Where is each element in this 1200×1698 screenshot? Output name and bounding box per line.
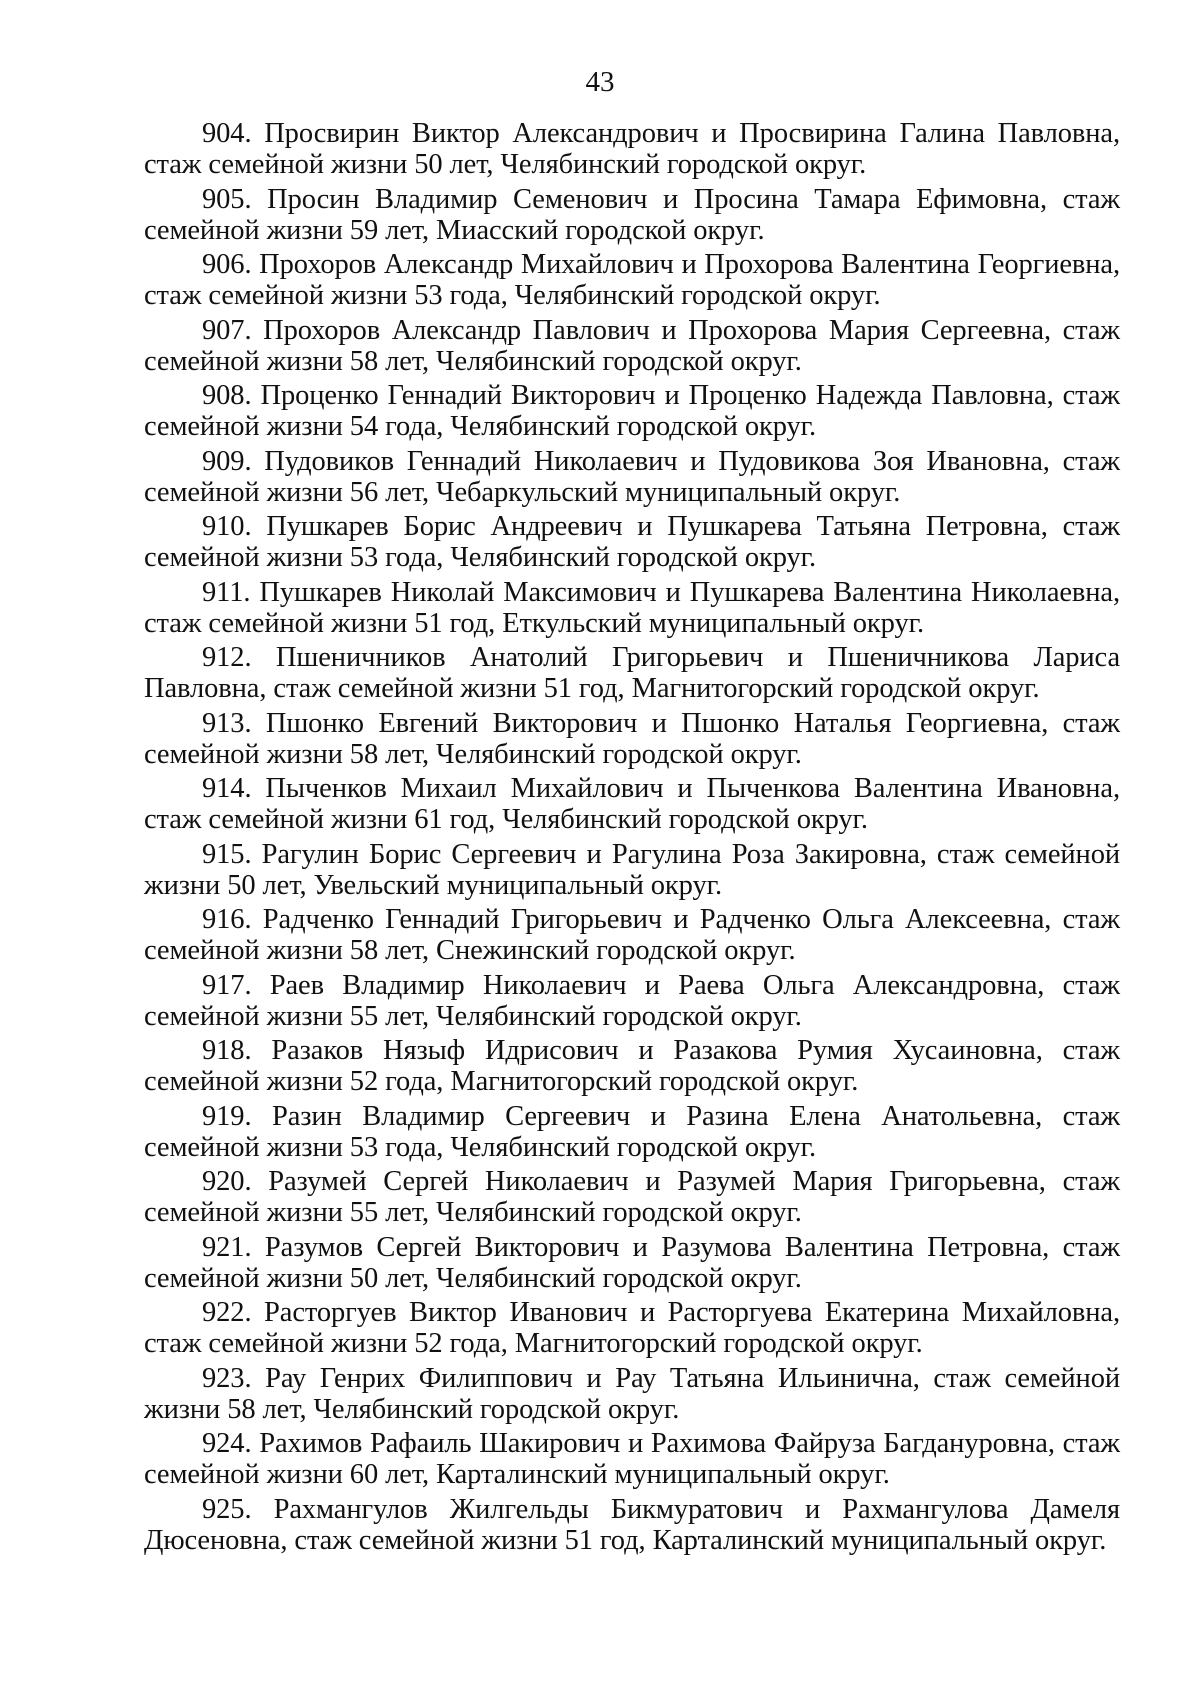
list-entry-912: 912. Пшеничников Анатолий Григорьевич и Пшеничникова Лариса Павловна, стаж семейной жизни 51 год, Магнитогорский городской округ. xyxy=(144,642,1120,704)
page-number: 43 xyxy=(585,66,615,98)
list-entry-919: 919. Разин Владимир Сергеевич и Разина Елена Анатольевна, стаж семейной жизни 53 года, Челябинский городской округ. xyxy=(144,1100,1120,1163)
list-entry-911: 911. Пушкарев Николай Максимович и Пушкарева Валентина Николаевна, стаж семейной жизни 51 год, Еткульский муниципальный округ. xyxy=(144,576,1120,639)
list-entry-917: 917. Раев Владимир Николаевич и Раева Ольга Александровна, стаж семейной жизни 55 лет, Челябинский городской округ. xyxy=(144,969,1120,1032)
list-entry-916: 916. Радченко Геннадий Григорьевич и Радченко Ольга Алексеевна, стаж семейной жизни 58 лет, Снежинский городской округ. xyxy=(144,904,1120,966)
list-entry-925: 925. Рахмангулов Жилгельды Бикмуратович и Рахмангулова Дамеля Дюсеновна, стаж семейной жизни 51 год, Карталинский муниципальный округ. xyxy=(144,1493,1120,1556)
list-entry-913: 913. Пшонко Евгений Викторович и Пшонко Наталья Георгиевна, стаж семейной жизни 58 лет, Челябинский городской округ. xyxy=(144,707,1120,770)
list-entry-910: 910. Пушкарев Борис Андреевич и Пушкарева Татьяна Петровна, стаж семейной жизни 53 года, Челябинский городской округ. xyxy=(144,511,1120,573)
award-list xyxy=(144,118,1120,1559)
list-entry-918: 918. Разаков Нязыф Идрисович и Разакова Румия Хусаиновна, стаж семейной жизни 52 года, Магнитогорский городской округ. xyxy=(144,1035,1120,1097)
list-entry-907: 907. Прохоров Александр Павлович и Прохорова Мария Сергеевна, стаж семейной жизни 58 лет, Челябинский городской округ. xyxy=(144,314,1120,377)
list-entry-905: 905. Просин Владимир Семенович и Просина Тамара Ефимовна, стаж семейной жизни 59 лет, Миасский городской округ. xyxy=(144,183,1120,246)
list-entry-924: 924. Рахимов Рафаиль Шакирович и Рахимова Файруза Багдануровна, стаж семейной жизни 60 лет, Карталинский муниципальный округ. xyxy=(144,1428,1120,1490)
list-entry-908: 908. Проценко Геннадий Викторович и Проценко Надежда Павловна, стаж семейной жизни 54 года, Челябинский городской округ. xyxy=(144,380,1120,442)
list-entry-915: 915. Рагулин Борис Сергеевич и Рагулина Роза Закировна, стаж семейной жизни 50 лет, Увельский муниципальный округ. xyxy=(144,838,1120,901)
list-entry-909: 909. Пудовиков Геннадий Николаевич и Пудовикова Зоя Ивановна, стаж семейной жизни 56 лет, Чебаркульский муниципальный округ. xyxy=(144,445,1120,508)
list-entry-914: 914. Пыченков Михаил Михайлович и Пыченкова Валентина Ивановна, стаж семейной жизни 61 год, Челябинский городской округ. xyxy=(144,773,1120,835)
list-entry-920: 920. Разумей Сергей Николаевич и Разумей Мария Григорьевна, стаж семейной жизни 55 лет, Челябинский городской округ. xyxy=(144,1166,1120,1228)
list-entry-921: 921. Разумов Сергей Викторович и Разумова Валентина Петровна, стаж семейной жизни 50 лет, Челябинский городской округ. xyxy=(144,1231,1120,1294)
list-entry-923: 923. Рау Генрих Филиппович и Рау Татьяна Ильинична, стаж семейной жизни 58 лет, Челябинский городской округ. xyxy=(144,1362,1120,1425)
list-entry-922: 922. Расторгуев Виктор Иванович и Расторгуева Екатерина Михайловна, стаж семейной жизни 52 года, Магнитогорский городской округ. xyxy=(144,1297,1120,1359)
list-entry-904: 904. Просвирин Виктор Александрович и Просвирина Галина Павловна, стаж семейной жизни 50 лет, Челябинский городской округ. xyxy=(144,118,1120,180)
list-entry-906: 906. Прохоров Александр Михайлович и Прохорова Валентина Георгиевна, стаж семейной жизни 53 года, Челябинский городской округ. xyxy=(144,249,1120,311)
